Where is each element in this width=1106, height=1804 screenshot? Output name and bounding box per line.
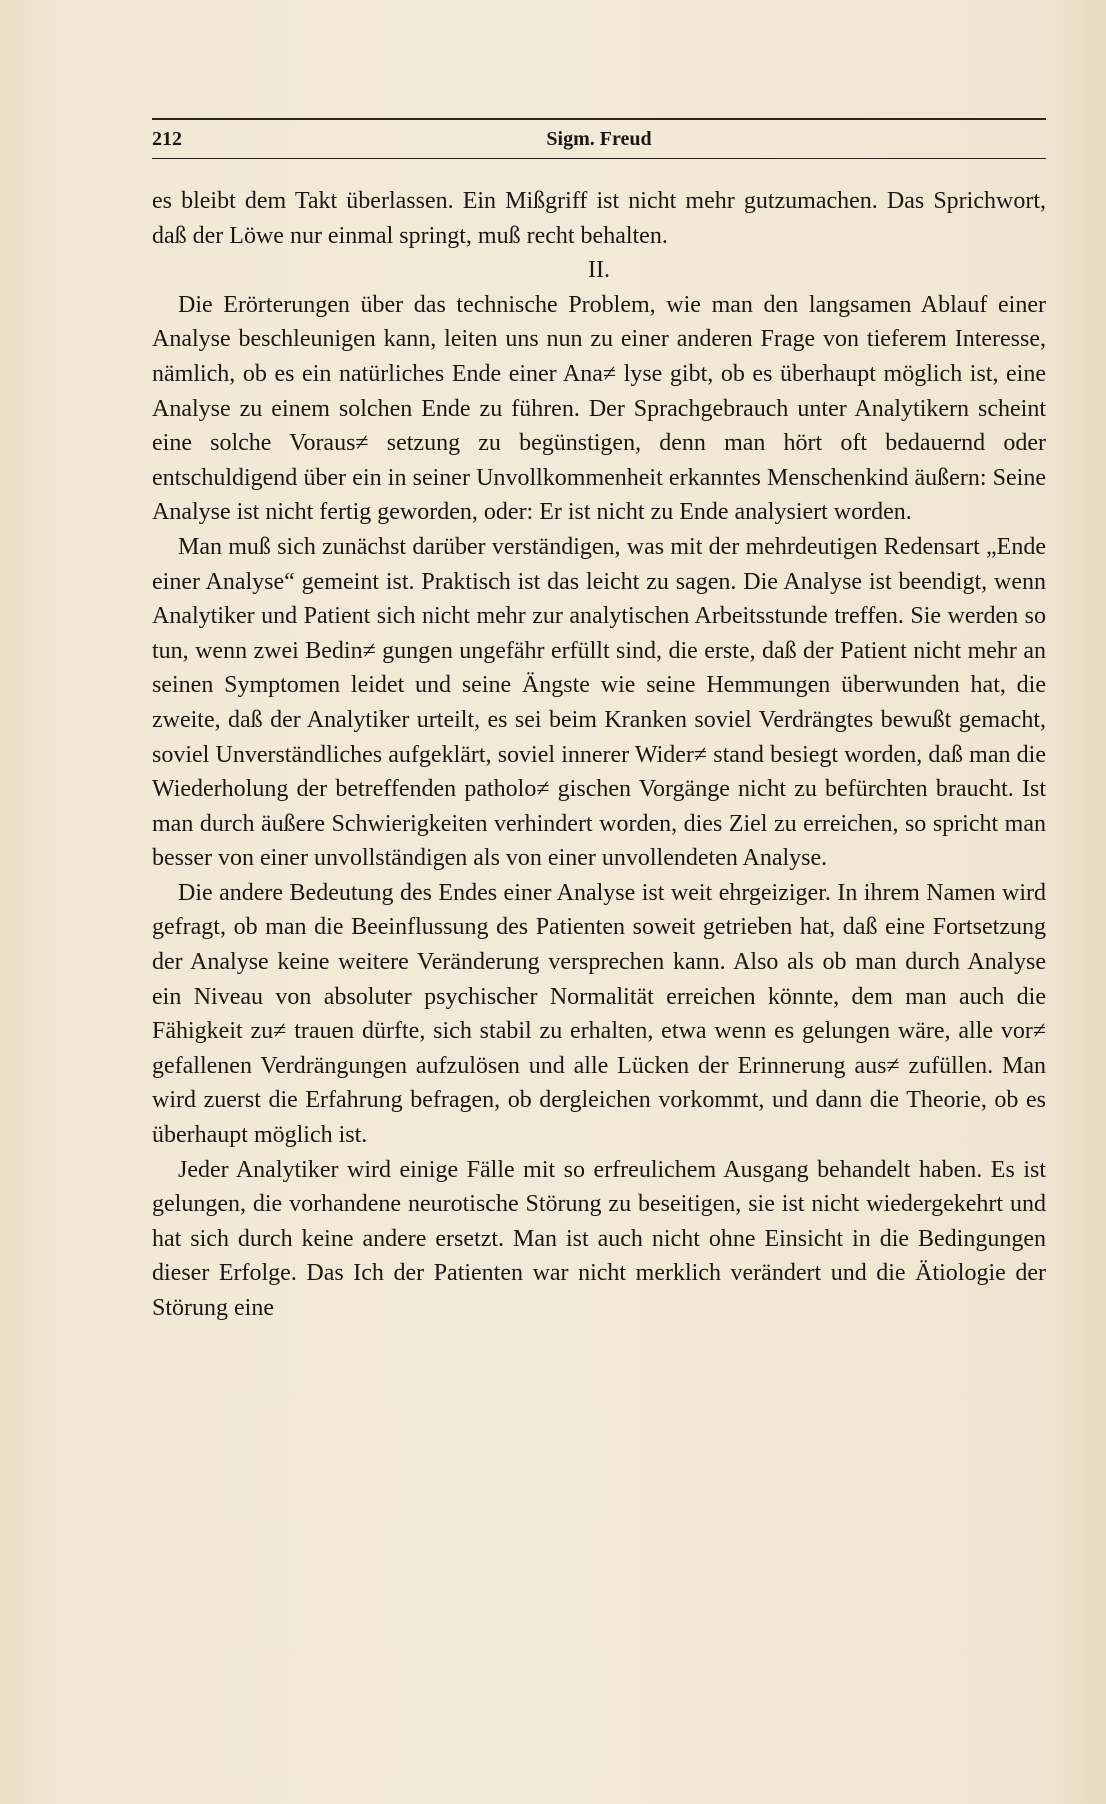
section-heading: II. (588, 257, 610, 284)
paragraph: Die andere Bedeutung des Endes einer Analyse ist weit ehrgeiziger. In ihrem Namen wird gefragt, ob man die Beeinflussung des Patienten soweit getrieben hat, daß eine Fortsetzung der Analyse keine weitere Veränderung versprechen kann. Also als ob man durch Analyse ein Niveau von absoluter psychischer Normalität erreichen könnte, dem man auch die Fähigkeit zu≠ trauen dürfte, sich stabil zu erhalten, etwa wenn es gelungen wäre, alle vor≠ gefallenen Verdrängungen aufzulösen und alle Lücken der Erinnerung aus≠ zufüllen. Man wird zuerst die Erfahrung befragen, ob dergleichen vorkommt, und dann die Theorie, ob es überhaupt möglich ist. (152, 879, 1046, 1149)
paragraph: Jeder Analytiker wird einige Fälle mit so erfreulichem Ausgang behandelt haben. Es ist gelungen, die vorhandene neurotische Störung zu beseitigen, sie ist nicht wiedergekehrt und hat sich durch keine andere ersetzt. Man ist auch nicht ohne Einsicht in die Bedingungen dieser Erfolge. Das Ich der Patienten war nicht merklich verändert und die Ätiologie der Störung eine (152, 1156, 1046, 1321)
intro-paragraph: es bleibt dem Takt überlassen. Ein Mißgriff ist nicht mehr gutzumachen. Das Sprichwort, daß der Löwe nur einmal springt, muß recht behalten. (152, 188, 1046, 249)
body-text (152, 184, 1046, 1326)
paragraph: Die Erörterungen über das technische Problem, wie man den langsamen Ablauf einer Analyse beschleunigen kann, leiten uns nun zu einer anderen Frage von tieferem Interesse, nämlich, ob es ein natürliches Ende einer Ana≠ lyse gibt, ob es überhaupt möglich ist, eine Analyse zu einem solchen Ende zu führen. Der Sprachgebrauch unter Analytikern scheint eine solche Voraus≠ setzung zu begünstigen, denn man hört oft bedauernd oder entschuldigend über ein in seiner Unvollkommenheit erkanntes Menschenkind äußern: Seine Analyse ist nicht fertig geworden, oder: Er ist nicht zu Ende analysiert worden. (152, 291, 1046, 526)
paragraph: Man muß sich zunächst darüber verständigen, was mit der mehrdeutigen Redensart „Ende einer Analyse“ gemeint ist. Praktisch ist das leicht zu sagen. Die Analyse ist beendigt, wenn Analytiker und Patient sich nicht mehr zur analytischen Arbeitsstunde treffen. Sie werden so tun, wenn zwei Bedin≠ gungen ungefähr erfüllt sind, die erste, daß der Patient nicht mehr an seinen Symptomen leidet und seine Ängste wie seine Hemmungen überwunden hat, die zweite, daß der Analytiker urteilt, es sei beim Kranken soviel Verdrängtes bewußt gemacht, soviel Unverständliches aufgeklärt, soviel innerer Wider≠ stand besiegt worden, daß man die Wiederholung der betreffenden patholo≠ gischen Vorgänge nicht zu befürchten braucht. Ist man durch äußere Schwierigkeiten verhindert worden, dies Ziel zu erreichen, so spricht man besser von einer unvollständigen als von einer unvollendeten Analyse. (152, 533, 1046, 872)
running-head (152, 118, 1046, 159)
running-head-author: Sigm. Freud (546, 127, 652, 150)
page-number: 212 (152, 127, 182, 150)
